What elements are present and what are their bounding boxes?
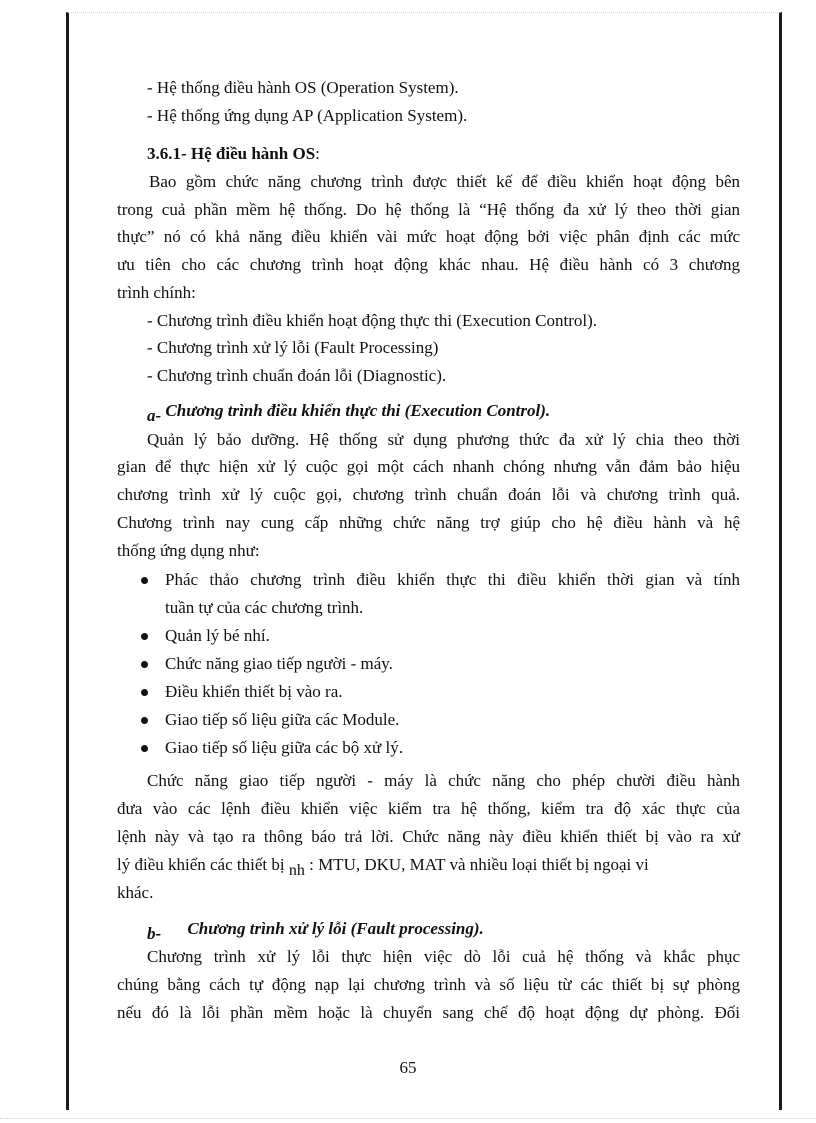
- subsection-a-title: Chương trình điều khiển thực thi (Execution Control).: [165, 401, 551, 420]
- bullet-item-2: Quản lý bé nhí.: [165, 626, 270, 645]
- program-execution-control: - Chương trình điều khiển hoạt động thực thi (Execution Control).: [147, 311, 597, 330]
- paragraph2-line-1: Quản lý bảo dưỡng. Hệ thống sử dụng phương thức đa xử lý chia theo thời: [147, 430, 740, 449]
- paragraph2-line-4: Chương trình nay cung cấp những chức năng trợ giúp cho hệ điều hành và hệ: [117, 513, 740, 532]
- paragraph3-line-2: đưa vào các lệnh điều khiển việc kiểm tra hệ thống, kiểm tra độ xác thực của: [117, 799, 740, 818]
- program-fault-processing: - Chương trình xử lý lỗi (Fault Processing): [147, 338, 439, 357]
- paragraph1-line-5: trình chính:: [117, 283, 196, 302]
- section-heading-text: 3.6.1- Hệ điều hành OS: [147, 144, 316, 163]
- bullet-dot-2: [141, 633, 148, 640]
- subsection-b-heading: [147, 918, 484, 943]
- subsection-a-marker: a-: [147, 406, 162, 425]
- paragraph4-line-3: nếu đó là lỗi phần mềm hoặc là chuyển sang chế độ hoạt động dự phòng. Đối: [117, 1003, 740, 1022]
- paragraph2-line-3: chương trình xử lý cuộc gọi, chương trình chuẩn đoán lỗi và chương trình quả.: [117, 485, 740, 504]
- paragraph3-line-5: khác.: [117, 883, 154, 902]
- paragraph1-line-1: Bao gồm chức năng chương trình được thiết kế để điều khiển hoạt động bên: [149, 172, 740, 191]
- paragraph4-line-2: chúng bằng cách tự động nạp lại chương trình và số liệu từ các thiết bị sự phòng: [117, 975, 740, 994]
- bullet-item-3: Chức năng giao tiếp người - máy.: [165, 654, 393, 673]
- section-heading: [147, 143, 320, 165]
- paragraph1-line-2: trong cuả phần mềm hệ thống. Do hệ thống là “Hệ thống đa xử lý theo thời gian: [117, 200, 740, 219]
- subsection-b-marker: b-: [147, 924, 162, 943]
- subsection-b-title: Chương trình xử lý lỗi (Fault processing).: [187, 919, 484, 938]
- paragraph2-line-5: thống ứng dụng như:: [117, 541, 260, 560]
- intro-item-ap: - Hệ thống ứng dụng AP (Application System).: [147, 106, 468, 125]
- bullet-dot-5: [141, 717, 148, 724]
- subsection-a-heading: [147, 400, 551, 425]
- bullet-item-4: Điều khiển thiết bị vào ra.: [165, 682, 343, 701]
- paragraph3-line-4-before: lý điều khiển các thiết bị: [117, 855, 285, 874]
- paragraph3-line-1: Chức năng giao tiếp người - máy là chức năng cho phép chười điều hành: [147, 771, 740, 790]
- bullet-dot-1: [141, 577, 148, 584]
- bullet-item-1-line-1: Phác thảo chương trình điều khiển thực thi điều khiển thời gian và tính: [165, 570, 740, 589]
- bullet-item-1-line-2: tuần tự của các chương trình.: [165, 598, 364, 617]
- bullet-dot-3: [141, 661, 148, 668]
- section-heading-colon: :: [315, 144, 320, 163]
- program-diagnostic: - Chương trình chuẩn đoán lỗi (Diagnostic).: [147, 366, 447, 385]
- paragraph3-line-3: lệnh này và tạo ra thông báo trả lời. Chức năng này điều khiển thiết bị vào ra xử: [117, 827, 740, 846]
- paragraph3-line-4: [117, 854, 740, 877]
- paragraph1-line-3: thực” nó có khả năng điều khiển vài mức hoạt động bởi việc phân định các mức: [117, 227, 740, 246]
- paragraph1-line-4: ưu tiên cho các chương trình hoạt động khác nhau. Hệ điều hành có 3 chương: [117, 255, 740, 274]
- bullet-item-5: Giao tiếp số liệu giữa các Module.: [165, 710, 400, 729]
- bullet-dot-6: [141, 745, 148, 752]
- bullet-dot-4: [141, 689, 148, 696]
- intro-item-os: - Hệ thống điều hành OS (Operation System).: [147, 78, 459, 97]
- paragraph3-line-4-after: : MTU, DKU, MAT và nhiều loại thiết bị ngoại vi: [309, 855, 649, 874]
- page-number: 65: [399, 1058, 417, 1077]
- paragraph2-line-2: gian để thực hiện xử lý cuộc gọi một cách nhanh chóng nhưng vẫn đảm bảo hiệu: [117, 457, 740, 476]
- paragraph4-line-1: Chương trình xử lý lỗi thực hiện việc dò lỗi cuả hệ thống và khắc phục: [147, 947, 740, 966]
- bullet-item-6: Giao tiếp số liệu giữa các bộ xử lý.: [165, 738, 403, 757]
- paragraph3-line-4-sub: nh: [288, 862, 305, 879]
- bottom-border: [0, 1118, 816, 1119]
